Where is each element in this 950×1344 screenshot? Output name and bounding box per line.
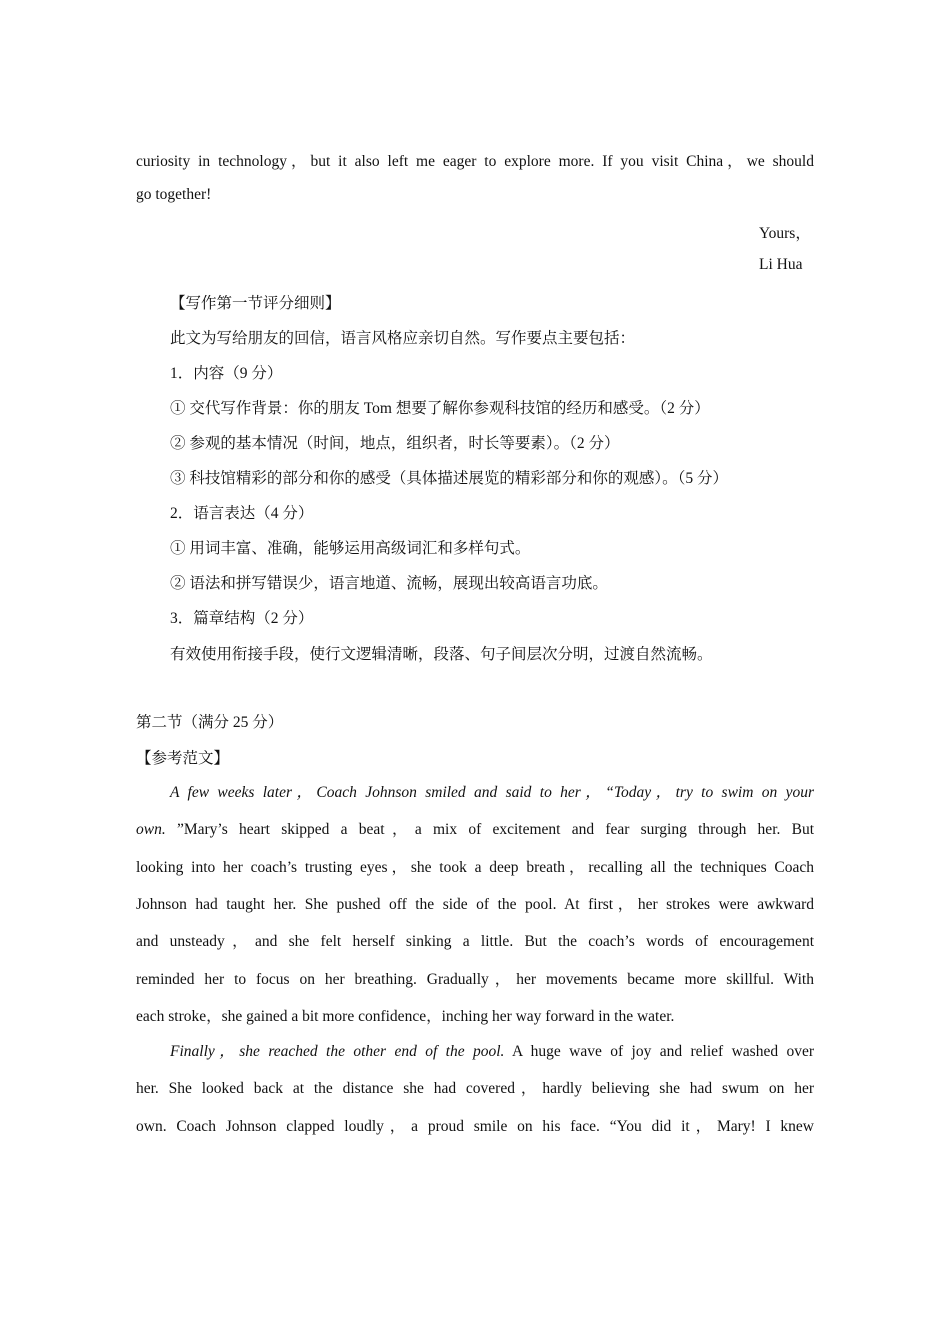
rubric-item: ③ 科技馆精彩的部分和你的感受（具体描述展览的精彩部分和你的观感）。（5 分） [170,470,729,487]
rubric-structure-text: 有效使用衔接手段，使行文逻辑清晰，段落、句子间层次分明，过渡自然流畅。 [170,646,713,663]
paragraph-line: Johnson had taught her. She pushed off the side of the pool. At first，her strokes were awkward [136,896,814,913]
rubric-item: ① 用词丰富、准确，能够运用高级词汇和多样句式。 [170,540,531,557]
italic-lead: Finally，she reached the other end of the pool. [170,1043,505,1060]
paragraph-line: her. She looked back at the distance she had covered，hardly believing she had swum on her [136,1080,814,1097]
sample-heading: 【参考范文】 [136,750,230,767]
rubric-structure-title: 3．篇章结构（2 分） [170,610,314,627]
rubric-item: ② 语法和拼写错误少，语言地道、流畅，展现出较高语言功底。 [170,575,608,592]
paragraph-text: A huge wave of joy and relief washed over [511,1043,814,1060]
italic-lead: own. [136,821,166,838]
paragraph-text: ”Mary’s heart skipped a beat，a mix of excitement and fear surging through her. But [176,821,815,838]
paragraph-line: and unsteady，and she felt herself sinking a little. But the coach’s words of encouragement [136,933,814,950]
rubric-item: ① 交代写作背景：你的朋友 Tom 想要了解你参观科技馆的经历和感受。（2 分） [170,400,710,417]
section-title: 第二节（满分 25 分） [136,714,284,731]
rubric-item: ② 参观的基本情况（时间，地点，组织者，时长等要素）。（2 分） [170,435,620,452]
rubric-language-title: 2．语言表达（4 分） [170,505,314,522]
paragraph-line [170,1039,814,1061]
paragraph-line [170,780,814,802]
paragraph-line: each stroke，she gained a bit more confidence，inching her way forward in the water. [136,1008,675,1025]
rubric-heading: 【写作第一节评分细则】 [170,295,341,312]
rubric-content-title: 1．内容（9 分） [170,365,283,382]
rubric-intro: 此文为写给朋友的回信，语言风格应亲切自然。写作要点主要包括： [170,330,636,347]
paragraph-line: looking into her coach’s trusting eyes，she took a deep breath，recalling all the techniques Coach [136,859,814,876]
letter-line: curiosity in technology，but it also left me eager to explore more. If you visit China，we should [136,153,814,170]
paragraph-line: reminded her to focus on her breathing. Gradually，her movements became more skillful. With [136,971,814,988]
paragraph-line: own. Coach Johnson clapped loudly，a proud smile on his face. “You did it，Mary! I knew [136,1118,814,1135]
letter-line: go together! [136,186,212,203]
italic-lead: A few weeks later，Coach Johnson smiled and said to her，“Today，try to swim on your [170,784,814,801]
letter-signature: Li Hua [759,256,803,273]
letter-closing: Yours， [759,225,811,242]
paragraph-line [136,817,814,839]
